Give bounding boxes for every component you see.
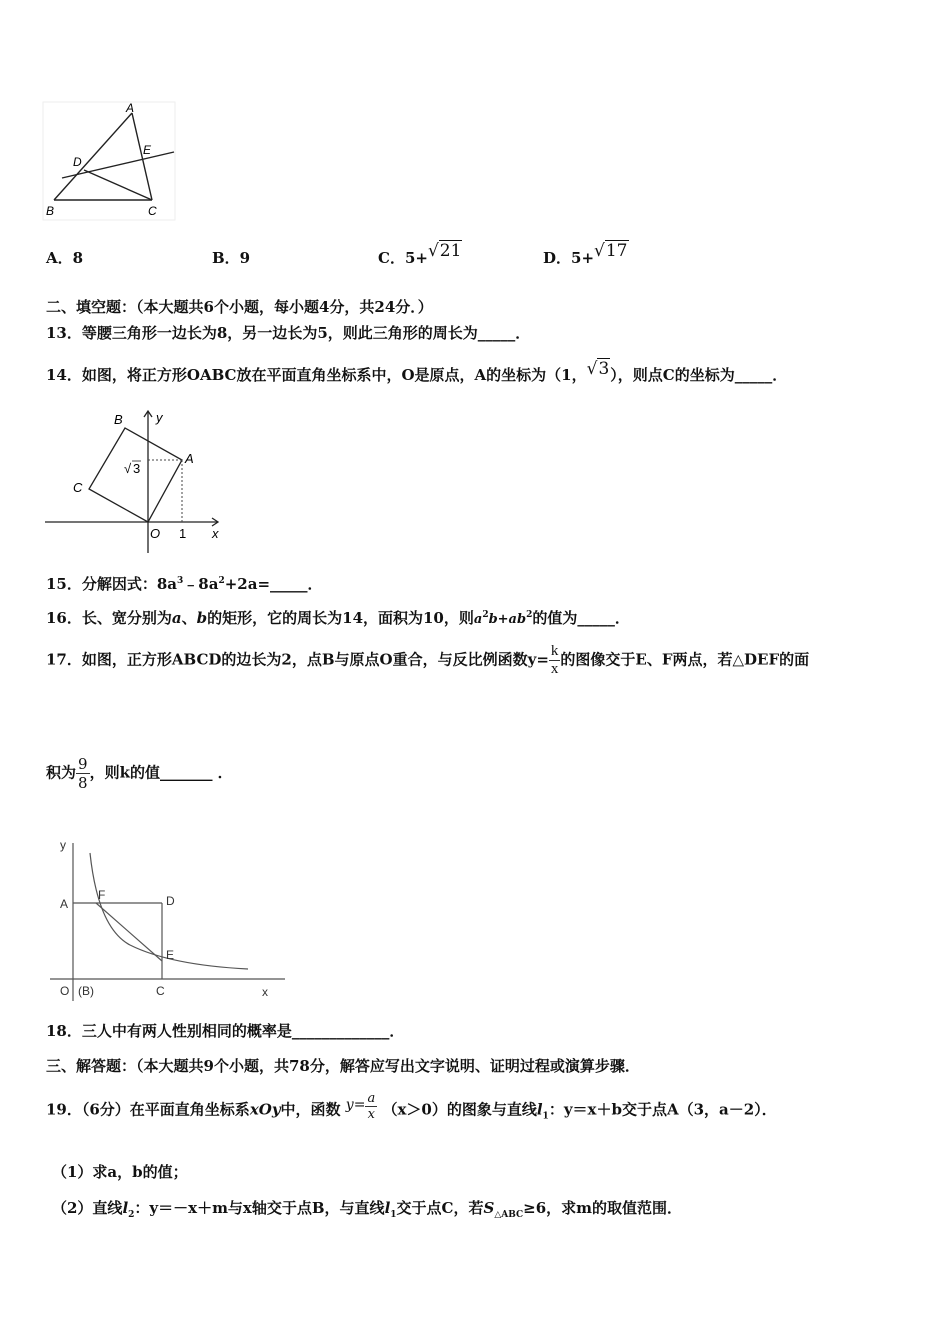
q17-pre: 17．如图，正方形ABCD的边长为2，点B与原点O重合，与反比例函数y= xyxy=(46,650,549,669)
choice-c: C．5+√21 xyxy=(378,241,462,267)
q16-exp2: 2 xyxy=(526,610,533,620)
choice-d: D．5+√17 xyxy=(543,241,628,267)
q17-line2-pre: 积为 xyxy=(46,763,77,782)
q19-2-l1: l xyxy=(384,1199,391,1217)
hy-label-B: (B) xyxy=(78,984,94,998)
q19-cond: （x＞0）的图象与直线 xyxy=(382,1100,537,1119)
hy-label-F: F xyxy=(98,888,106,902)
q16-exp1: 2 xyxy=(482,610,489,620)
question-18: 18．三人中有两人性别相同的概率是_____________． xyxy=(46,1022,405,1040)
q19-post: ：y＝x＋b交于点A（3，a－2）． xyxy=(548,1100,777,1119)
sq-label-O: O xyxy=(150,526,161,541)
q19-2-post: ≥6，求m的取值范围． xyxy=(523,1199,683,1217)
square-coordinate-figure xyxy=(40,405,230,557)
hyperbola-figure xyxy=(40,833,290,1005)
hy-label-O: O xyxy=(60,984,70,998)
q19-2-S: S xyxy=(483,1199,495,1217)
label-D: D xyxy=(73,155,82,169)
sq-sqrt-sign: √ xyxy=(124,461,132,476)
q16-mid: 的矩形，它的周长为14，面积为10，则 xyxy=(207,609,474,627)
question-17-line2 xyxy=(46,755,233,792)
triangle-figure xyxy=(40,100,180,225)
sq-label-A: A xyxy=(185,451,194,466)
q16-expr-a: a xyxy=(473,612,483,627)
q19-2-S-sub: △ABC xyxy=(494,1210,524,1220)
question-16 xyxy=(46,607,630,628)
q14-before: 14．如图，将正方形OABC放在平面直角坐标系中，O是原点，A的坐标为（1， xyxy=(46,366,587,384)
q16-pre: 16．长、宽分别为 xyxy=(46,609,172,627)
choice-d-prefix: D．5+ xyxy=(543,249,595,267)
question-15 xyxy=(46,573,323,594)
sq-sqrt3-value: 3 xyxy=(133,461,141,476)
q19-fraction-num: a xyxy=(367,1091,376,1106)
label-E: E xyxy=(143,143,152,157)
question-19-part2 xyxy=(52,1197,682,1220)
q17-area-den: 8 xyxy=(78,774,88,792)
q19-mid: 中，函数 xyxy=(280,1100,341,1119)
q15-exp1: 3 xyxy=(177,576,184,586)
q17-fraction-num: k xyxy=(550,643,559,659)
q19-pre: 19．（6分）在平面直角坐标系 xyxy=(46,1100,250,1119)
q19-fraction-den: x xyxy=(367,1107,375,1122)
hy-label-E: E xyxy=(166,948,175,962)
hy-label-C: C xyxy=(156,984,165,998)
q19-2-b: 交于点C，若 xyxy=(396,1199,484,1217)
section2-heading: 二、填空题：（本大题共6个小题，每小题4分，共24分．） xyxy=(46,298,433,316)
q19-l1-sub: 1 xyxy=(542,1111,549,1122)
question-14: 14．如图，将正方形OABC放在平面直角坐标系中，O是原点，A的坐标为（1，√3），则点C的坐标为_____． xyxy=(46,359,788,384)
label-A: A xyxy=(126,101,135,115)
hy-label-A: A xyxy=(60,897,69,911)
sq-label-x: x xyxy=(212,526,219,541)
q17-area-num: 9 xyxy=(78,755,88,773)
q16-expr-b: b+ab xyxy=(488,612,527,627)
q16-sep: 、 xyxy=(181,609,197,627)
q17-fraction-den: x xyxy=(550,661,559,677)
label-B: B xyxy=(46,204,55,218)
q14-radicand: 3 xyxy=(598,359,610,379)
q19-2-pre: （2）直线 xyxy=(52,1199,123,1217)
question-19 xyxy=(46,1091,777,1126)
section3-heading: 三、解答题：（本大题共9个小题，共78分，解答应写出文字说明、证明过程或演算步骤． xyxy=(46,1057,640,1075)
q15-pre: 15．分解因式：8a xyxy=(46,575,178,593)
q19-l1: l xyxy=(536,1100,543,1119)
label-C: C xyxy=(148,204,157,218)
q19-2-l1-sub: 1 xyxy=(390,1210,397,1220)
sq-label-1: 1 xyxy=(179,526,187,541)
q17-line2-post: ，则k的值_______ ． xyxy=(89,763,233,782)
question-19-part1: （1）求a，b的值； xyxy=(52,1163,188,1181)
q15-post: +2a=_____． xyxy=(224,575,323,593)
q16-b: b xyxy=(196,609,208,627)
q16-post: 的值为_____． xyxy=(532,609,630,627)
q17-post: 的图像交于E、F两点，若△DEF的面 xyxy=(560,650,810,669)
sq-label-C: C xyxy=(73,480,83,495)
hy-label-y: y xyxy=(60,838,66,852)
sq-label-B: B xyxy=(114,412,123,427)
sq-label-y: y xyxy=(156,410,163,425)
choice-d-radicand: 17 xyxy=(605,241,628,261)
question-13: 13．等腰三角形一边长为8，另一边长为5，则此三角形的周长为_____． xyxy=(46,324,531,342)
q14-after: ），则点C的坐标为_____． xyxy=(610,366,788,384)
q15-exp2: 2 xyxy=(218,576,225,586)
choice-c-radicand: 21 xyxy=(439,241,462,261)
hy-label-D: D xyxy=(166,894,175,908)
choice-b: B．9 xyxy=(212,249,251,267)
choice-c-prefix: C．5+ xyxy=(378,249,428,267)
q19-2-a: ：y＝－x＋m与x轴交于点B，与直线 xyxy=(134,1199,385,1217)
q19-func-eq: = xyxy=(353,1096,366,1113)
q16-a: a xyxy=(171,609,182,627)
q19-func-y: y xyxy=(345,1096,354,1113)
q19-2-l2: l xyxy=(122,1199,129,1217)
question-17 xyxy=(46,643,809,678)
q15-mid: ﹣8a xyxy=(183,575,219,593)
choice-a: A．8 xyxy=(46,249,84,267)
q19-2-l2-sub: 2 xyxy=(128,1210,135,1220)
q19-xoy: xOy xyxy=(249,1100,281,1119)
hy-label-x: x xyxy=(262,985,268,999)
